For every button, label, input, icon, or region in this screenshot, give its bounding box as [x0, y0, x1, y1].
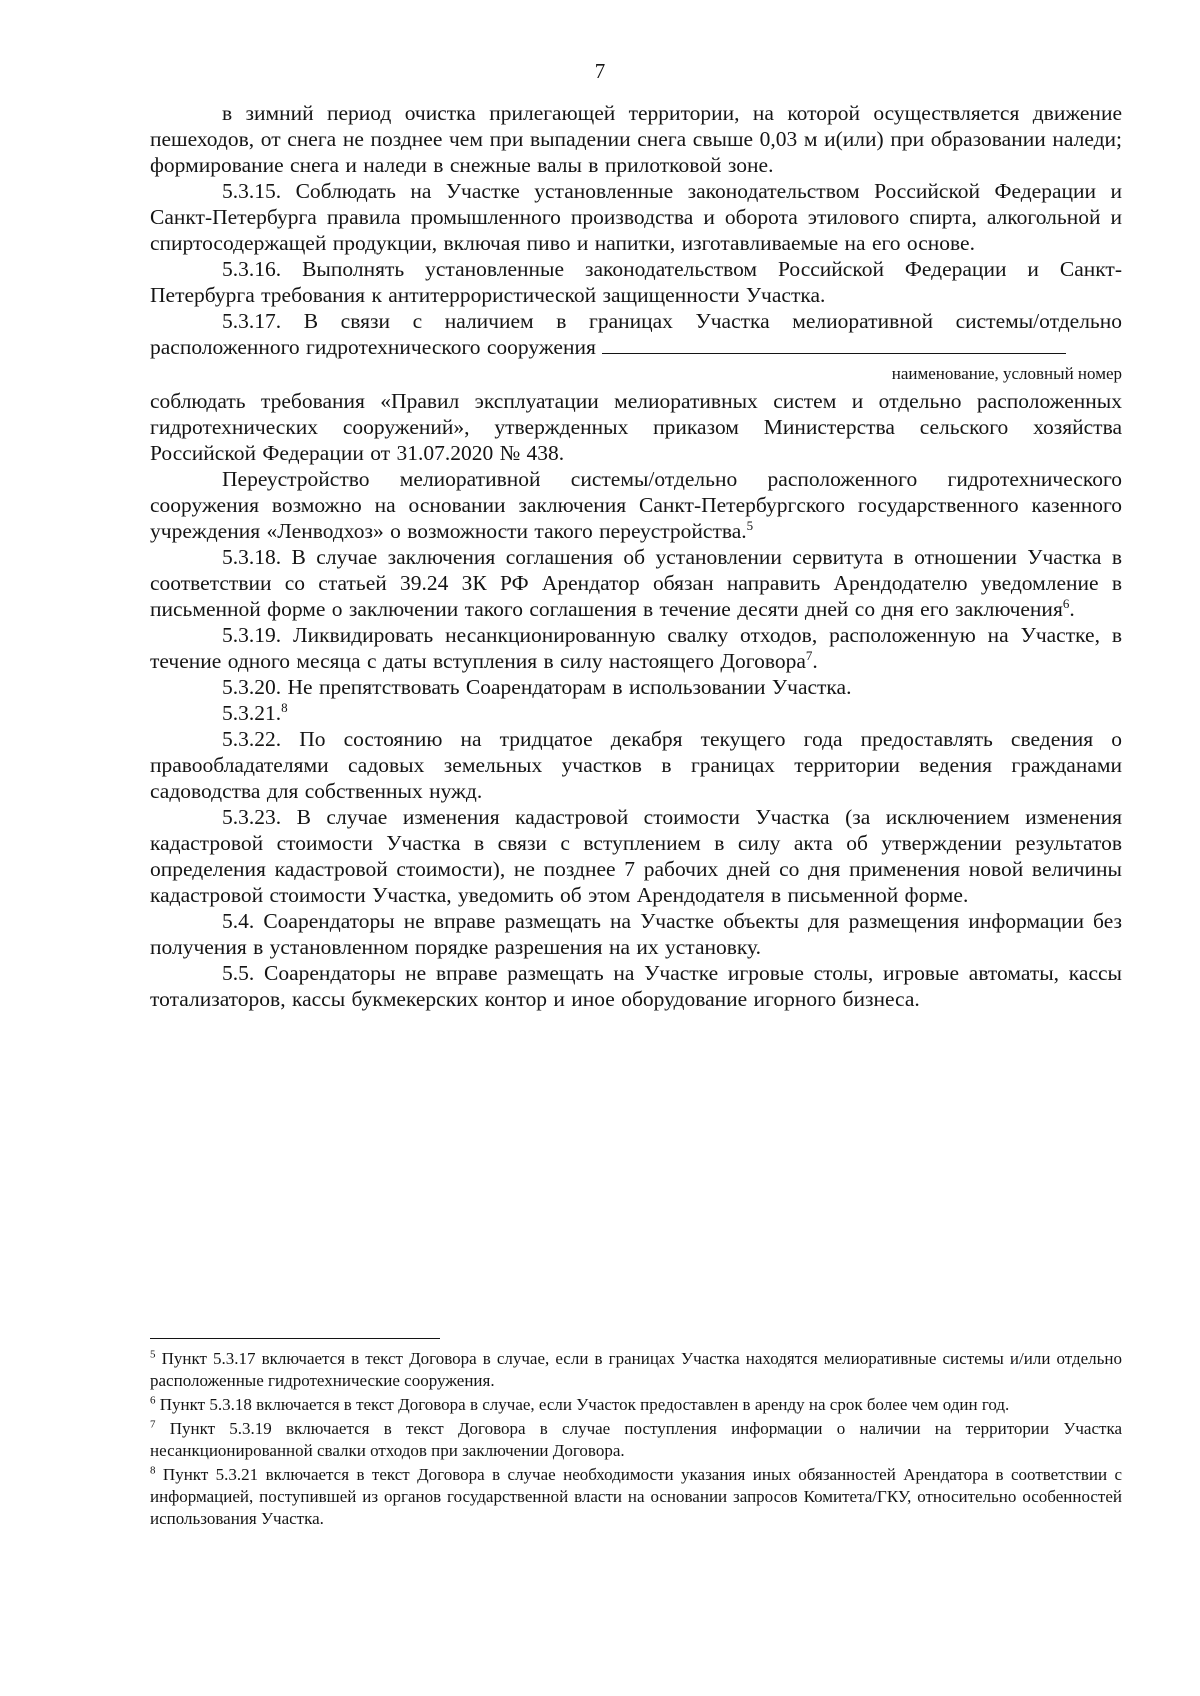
- footnote-ref-8: 8: [281, 699, 288, 715]
- footnote-separator: [150, 1338, 440, 1339]
- paragraph-reconstruction: [150, 466, 1122, 544]
- page-number: 7: [594, 59, 606, 83]
- footnote-number: 5: [150, 1348, 156, 1361]
- blank-fill-line: [602, 335, 1066, 354]
- paragraph-5-3-17-text: 5.3.17. В связи с наличием в границах Участка мелиоративной системы/отдельно расположенного гидротехнического сооружения: [150, 309, 1122, 359]
- paragraph-5-3-17-continuation: соблюдать требования «Правил эксплуатации мелиоративных систем и отдельно расположенных гидротехнических сооружений», утвержденных приказом Министерства сельского хозяйства Российской Федерации от 31.07.2020 № 438.: [150, 389, 1122, 465]
- paragraph-5-3-23: 5.3.23. В случае изменения кадастровой стоимости Участка (за исключением изменения кадастровой стоимости Участка в связи с вступлением в силу акта об утверждении результатов определения кадастровой стоимости), не позднее 7 рабочих дней со дня применения новой величины кадастровой стоимости Участка, уведомить об этом Арендодателя в письменной форме.: [150, 805, 1122, 907]
- paragraph-5-3-22: 5.3.22. По состоянию на тридцатое декабря текущего года предоставлять сведения о правообладателями садовых земельных участков в границах территории ведения гражданами садоводства для собственных нужд.: [150, 727, 1122, 803]
- paragraph-5-3-16: 5.3.16. Выполнять установленные законодательством Российской Федерации и Санкт-Петербурга требования к антитеррористической защищенности Участка.: [150, 257, 1122, 307]
- blank-line-caption: наименование, условный номер: [891, 364, 1122, 383]
- footnote-ref-6: 6: [1062, 595, 1070, 611]
- paragraph-5-3-20: 5.3.20. Не препятствовать Соарендаторам в использовании Участка.: [222, 675, 852, 699]
- document-body: [150, 100, 1122, 1012]
- footnote-7: [150, 1418, 1122, 1462]
- footnote-5: [150, 1348, 1122, 1392]
- footnote-6: [150, 1394, 1122, 1416]
- footnote-text: Пункт 5.3.18 включается в текст Договора в случае, если Участок предоставлен в аренду на срок более чем один год.: [159, 1395, 1010, 1414]
- paragraph-5-3-18-text: 5.3.18. В случае заключения соглашения об установлении сервитута в отношении Участка в соответствии со статьей 39.24 ЗК РФ Арендатор обязан направить Арендодателю уведомление в письменной форме о заключении такого соглашения в течение десяти дней со дня его заключения: [150, 545, 1122, 621]
- footnote-number: 8: [150, 1464, 156, 1477]
- footnotes: [150, 1348, 1122, 1532]
- footnote-8: [150, 1464, 1122, 1530]
- paragraph-5-3-19: [150, 622, 1122, 674]
- paragraph-5-4: 5.4. Соарендаторы не вправе размещать на Участке объекты для размещения информации без получения в установленном порядке разрешения на их установку.: [150, 909, 1122, 959]
- paragraph-5-3-21: [150, 700, 1122, 726]
- paragraph-reconstruction-text: Переустройство мелиоративной системы/отдельно расположенного гидротехнического сооружения возможно на основании заключения Санкт-Петербургского государственного казенного учреждения «Ленводхоз» о возможности такого переустройства.: [150, 467, 1122, 543]
- paragraph-winter-cleaning: в зимний период очистка прилегающей территории, на которой осуществляется движение пешеходов, от снега не позднее чем при выпадении снега свыше 0,03 м и(или) при образовании наледи; формирование снега и наледи в снежные валы в прилотковой зоне.: [150, 101, 1122, 177]
- paragraph-5-5: 5.5. Соарендаторы не вправе размещать на Участке игровые столы, игровые автоматы, кассы тотализаторов, кассы букмекерских контор и иное оборудование игорного бизнеса.: [150, 961, 1122, 1011]
- paragraph-5-3-15: 5.3.15. Соблюдать на Участке установленные законодательством Российской Федерации и Санкт-Петербурга правила промышленного производства и оборота этилового спирта, алкогольной и спиртосодержащей продукции, включая пиво и напитки, изготавливаемые на его основе.: [150, 179, 1122, 255]
- footnote-text: Пункт 5.3.17 включается в текст Договора в случае, если в границах Участка находятся мелиоративные системы и/или отдельно расположенные гидротехнические сооружения.: [150, 1349, 1123, 1390]
- paragraph-5-3-18: [150, 544, 1122, 622]
- paragraph-5-3-19-end: .: [812, 649, 818, 673]
- paragraph-5-3-19-text: 5.3.19. Ликвидировать несанкционированную свалку отходов, расположенную на Участке, в течение одного месяца с даты вступления в силу настоящего Договора: [150, 623, 1122, 673]
- paragraph-5-3-17: [150, 308, 1122, 360]
- footnote-number: 6: [150, 1394, 156, 1407]
- footnote-ref-7: 7: [805, 647, 813, 663]
- paragraph-5-3-18-end: .: [1069, 597, 1075, 621]
- paragraph-5-3-21-text: 5.3.21.: [222, 701, 282, 725]
- footnote-text: Пункт 5.3.21 включается в текст Договора в случае необходимости указания иных обязанностей Арендатора в соответствии с информацией, поступившей из органов государственной власти на основании запросов Комитета/ГКУ, относительно особенностей использования Участка.: [150, 1465, 1123, 1528]
- footnote-number: 7: [150, 1418, 156, 1431]
- footnote-ref-5: 5: [746, 517, 754, 533]
- footnote-text: Пункт 5.3.19 включается в текст Договора в случае поступления информации о наличии на территории Участка несанкционированной свалки отходов при заключении Договора.: [150, 1419, 1123, 1460]
